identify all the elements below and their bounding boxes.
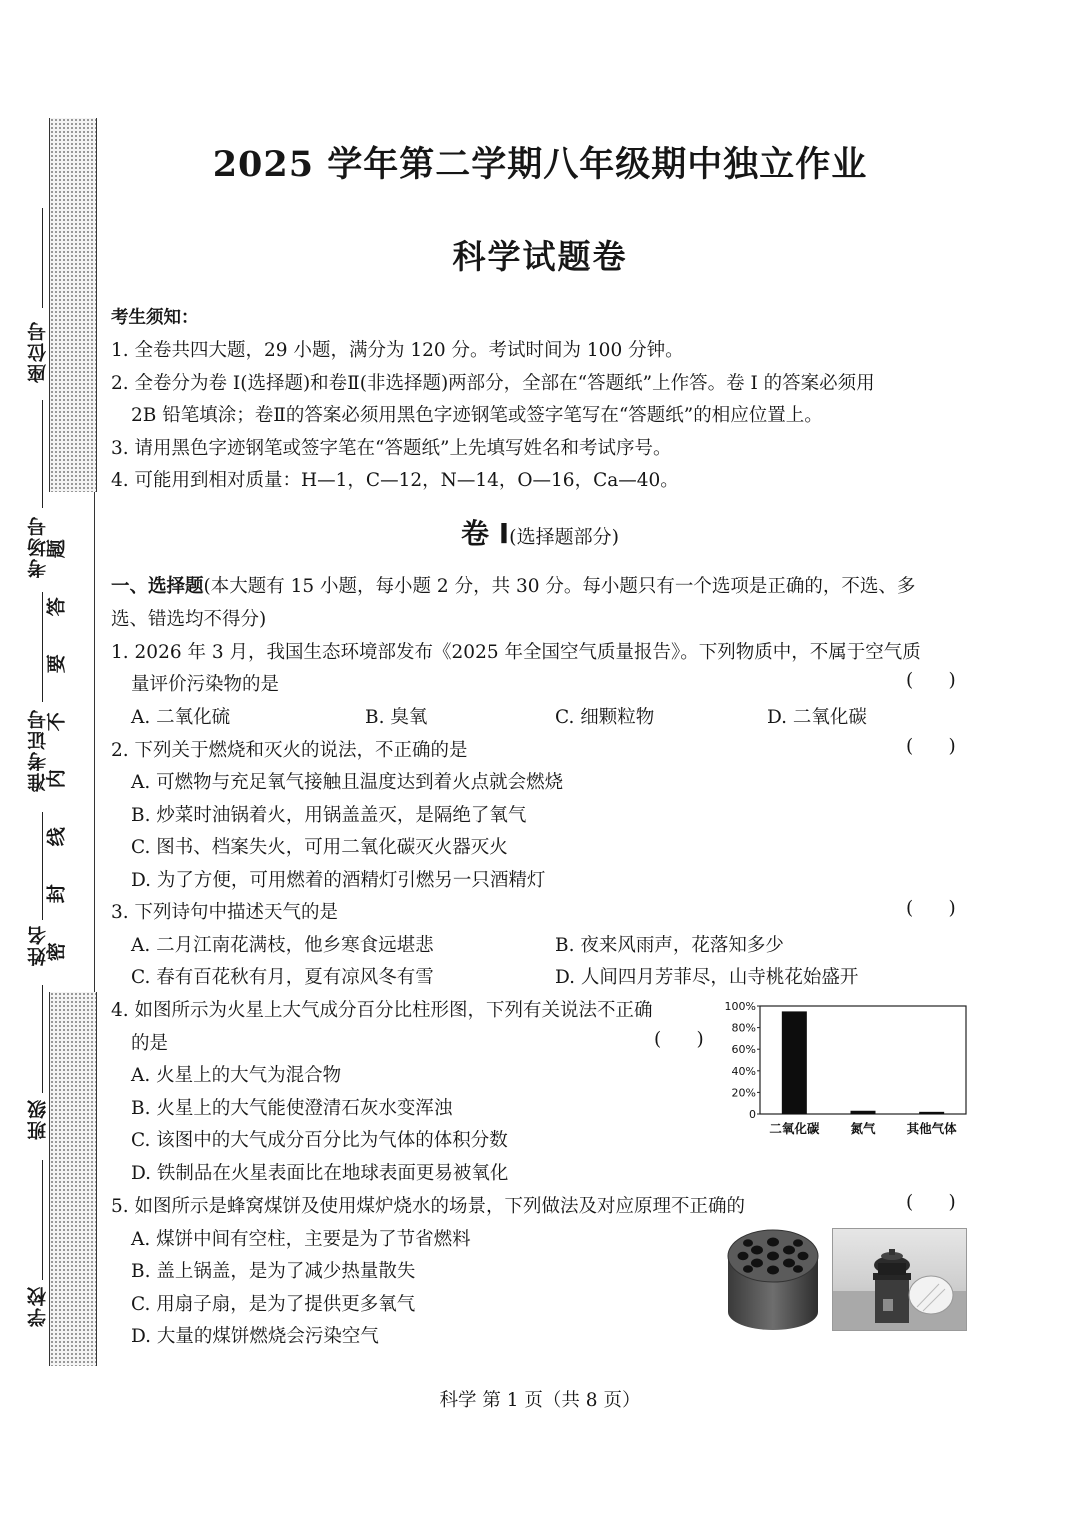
question-4-stem: 4. 如图所示为火星上大气成分百分比柱形图，下列有关说法不正确	[111, 1000, 653, 1021]
answer-blank[interactable]: ( )	[906, 736, 956, 757]
seal-line	[94, 492, 95, 992]
option: B. 火星上的大气能使澄清石灰水变浑浊	[131, 1098, 453, 1119]
option: A. 煤饼中间有空柱，主要是为了节省燃料	[131, 1229, 471, 1250]
seal-char: 密	[45, 941, 68, 961]
part-heading	[111, 572, 915, 598]
x-tick-label: 其他气体	[906, 1121, 957, 1136]
option: B. 臭氧	[365, 707, 428, 728]
question-4-stem-cont: 的是	[131, 1033, 169, 1054]
note-item: 1. 全卷共四大题，29 小题，满分为 120 分。考试时间为 100 分钟。	[111, 340, 684, 361]
answer-blank[interactable]: ( )	[654, 1029, 704, 1050]
exam-room-label: 考场号	[27, 515, 49, 578]
exam-room-field[interactable]	[18, 400, 48, 580]
question-1-stem: 1. 2026 年 3 月，我国生态环境部发布《2025 年全国空气质量报告》。下列物质中，不属于空气质	[111, 642, 921, 663]
name-field[interactable]	[18, 812, 48, 972]
seal-char: 线	[45, 826, 68, 846]
option: A. 火星上的大气为混合物	[131, 1065, 342, 1086]
class-label: 班级	[27, 1098, 49, 1140]
y-tick-label: 80%	[731, 1021, 756, 1035]
option: D. 大量的煤饼燃烧会污染空气	[131, 1326, 379, 1347]
dotted-strip-bottom	[49, 992, 97, 1366]
option: B. 炒菜时油锅着火，用锅盖盖灭，是隔绝了氧气	[131, 805, 527, 826]
school-label: 学校	[27, 1285, 49, 1327]
bar	[782, 1011, 807, 1114]
option: C. 用扇子扇，是为了提供更多氧气	[131, 1294, 416, 1315]
chart-canvas	[720, 996, 975, 1144]
answer-blank[interactable]: ( )	[906, 1192, 956, 1213]
note-item: 3. 请用黑色字迹钢笔或签字笔在“答题纸”上先填写姓名和考试序号。	[111, 438, 672, 459]
answer-blank[interactable]: ( )	[906, 670, 956, 691]
seal-char: 内	[45, 769, 68, 789]
option: A. 二氧化硫	[131, 707, 231, 728]
admission-number-label: 准考证号	[27, 708, 49, 792]
page-subtitle: 科学试题卷	[452, 237, 628, 276]
seal-char: 不	[45, 711, 68, 731]
option: A. 二月江南花满枝，他乡寒食远堪悲	[131, 935, 434, 956]
seal-char: 题	[45, 539, 68, 559]
bar	[919, 1112, 944, 1114]
option: B. 夜来风雨声，花落知多少	[555, 935, 784, 956]
question-1-stem-cont: 量评价污染物的是	[131, 674, 280, 695]
option: D. 铁制品在火星表面比在地球表面更易被氧化	[131, 1163, 509, 1184]
option: D. 二氧化碳	[767, 707, 867, 728]
coal-stove-image	[832, 1228, 967, 1331]
part-description: (本大题有 15 小题，每小题 2 分，共 30 分。每小题只有一个选项是正确的，不选、多	[203, 576, 916, 597]
y-tick-label: 40%	[731, 1064, 756, 1078]
section-subtitle: (选择题部分)	[509, 526, 619, 548]
binding-margin	[0, 0, 100, 1528]
notes-heading: 考生须知：	[111, 308, 199, 328]
option: B. 盖上锅盖，是为了减少热量散失	[131, 1261, 416, 1282]
seal-char: 答	[45, 596, 68, 616]
bar	[851, 1111, 876, 1114]
option: C. 该图中的大气成分百分比为气体的体积分数	[131, 1130, 508, 1151]
y-tick-label: 100%	[724, 1000, 756, 1013]
seat-number-label: 座位号	[27, 320, 49, 383]
section-title: 卷 I	[461, 517, 510, 550]
note-item: 2. 全卷分为卷 I(选择题)和卷Ⅱ(非选择题)两部分，全部在“答题纸”上作答。卷 I 的答案必须用	[111, 373, 875, 394]
school-field[interactable]	[18, 1160, 48, 1330]
question-3-stem: 3. 下列诗句中描述天气的是	[111, 902, 339, 923]
part-description-cont: 选、错选均不得分)	[111, 609, 267, 630]
option: C. 细颗粒物	[555, 707, 655, 728]
option: D. 为了方便，可用燃着的酒精灯引燃另一只酒精灯	[131, 870, 546, 891]
seal-char: 封	[45, 884, 68, 904]
option: C. 春有百花秋有月，夏有凉风冬有雪	[131, 967, 434, 988]
seal-char: 要	[45, 654, 68, 674]
class-field[interactable]	[18, 985, 48, 1155]
y-tick-label: 20%	[731, 1086, 756, 1100]
x-tick-label: 二氧化碳	[769, 1121, 820, 1136]
honeycomb-briquette-image	[724, 1226, 822, 1336]
option: A. 可燃物与充足氧气接触且温度达到着火点就会燃烧	[131, 772, 564, 793]
option: D. 人间四月芳菲尽，山寺桃花始盛开	[555, 967, 859, 988]
note-item: 2B 铅笔填涂；卷Ⅱ的答案必须用黑色字迹钢笔或签字笔写在“答题纸”的相应位置上。	[131, 405, 823, 426]
option: C. 图书、档案失火，可用二氧化碳灭火器灭火	[131, 837, 508, 858]
x-tick-label: 氮气	[850, 1121, 876, 1136]
admission-number-field[interactable]	[18, 592, 48, 822]
name-label: 姓名	[27, 924, 49, 966]
seal-warning	[45, 520, 88, 980]
note-item: 4. 可能用到相对质量：H—1，C—12，N—14，O—16，Ca—40。	[111, 470, 679, 491]
y-tick-label: 0	[749, 1108, 756, 1121]
part-title: 一、选择题	[111, 576, 204, 597]
section-heading	[0, 512, 1080, 552]
page-title: 2025 学年第二学期八年级期中独立作业	[212, 144, 868, 185]
mars-atmosphere-chart	[720, 996, 975, 1144]
page-footer: 科学 第 1 页（共 8 页）	[439, 1390, 641, 1411]
y-tick-label: 60%	[731, 1043, 756, 1057]
question-5-stem: 5. 如图所示是蜂窝煤饼及使用煤炉烧水的场景，下列做法及对应原理不正确的	[111, 1196, 746, 1217]
answer-blank[interactable]: ( )	[906, 898, 956, 919]
question-2-stem: 2. 下列关于燃烧和灭火的说法，不正确的是	[111, 740, 468, 761]
